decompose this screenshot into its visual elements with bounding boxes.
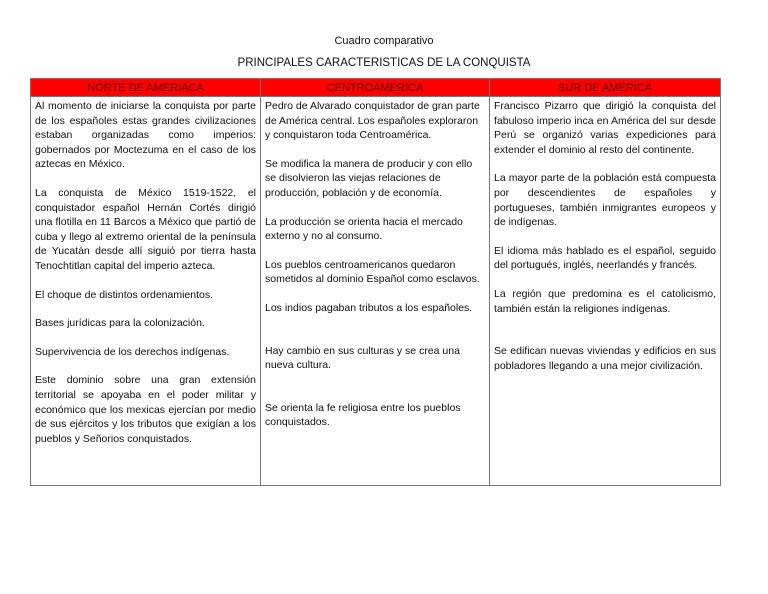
sur-paragraph: La región que predomina es el catolicismo, también están la religiones indígenas. xyxy=(494,287,716,315)
norte-paragraph: La conquista de México 1519-1522, el conquistador español Hernán Cortés dirigió una flotilla en 11 Barcos a México que partió de cuba y llego al extremo oriental de la península de Yucatán desde allí siguió por tierra hasta Tenochtitlan capital del imperio azteca. xyxy=(35,186,256,272)
sur-paragraph: Se edifican nuevas viviendas y edificios en sus pobladores llegando a una mejor civilización. xyxy=(494,345,716,372)
centro-paragraph: Los pueblos centroamericanos quedaron sometidos al dominio Español como esclavos. xyxy=(265,258,480,286)
document-title: Cuadro comparativo xyxy=(334,35,434,47)
norte-paragraph: Bases jurídicas para la colonización. xyxy=(35,317,205,330)
sur-paragraph: La mayor parte de la población está compuesta por descendientes de españoles y portugueses, también inmigrantes europeos y de indígenas. xyxy=(494,172,716,229)
column-header-centro: CENTROAMERICA xyxy=(261,79,490,97)
sur-paragraph: El idioma más hablado es el español, seguido del portugués, inglés, neerlandés y francés. xyxy=(494,244,716,272)
norte-paragraph: El choque de distintos ordenamientos. xyxy=(35,288,214,301)
cell-sur xyxy=(490,97,721,486)
norte-paragraph: Este dominio sobre una gran extensión territorial se apoyaba en el poder militar y económico que los mexicas ejercían por medio de sus ejércitos y los tributos que exigían a los pueblos y Señorios conquistados. xyxy=(35,374,256,445)
centro-paragraph: La producción se orienta hacia el mercado externo y no al consumo. xyxy=(265,215,463,243)
centro-paragraph: Se modifica la manera de producir y con ello se disolvieron las viejas relaciones de producción, población y de economía. xyxy=(265,157,473,199)
table-header-row xyxy=(31,79,721,97)
centro-paragraph: Pedro de Alvarado conquistador de gran parte de América central. Los españoles exploraron y conquistaron toda Centroamérica. xyxy=(265,100,480,142)
table-row xyxy=(31,97,721,486)
cell-centro xyxy=(261,97,490,486)
centro-paragraph: Hay cambio en sus culturas y se crea una nueva cultura. xyxy=(265,344,460,372)
document-subtitle: PRINCIPALES CARACTERISTICAS DE LA CONQUISTA xyxy=(237,57,531,69)
norte-paragraph: Al momento de iniciarse la conquista por parte de los españoles estas grandes civilizaciones estaban organizadas como imperios: gobernados por Moctezuma en el caso de los aztecas en México. xyxy=(35,100,256,171)
column-header-norte: NORTE DE AMERIACA xyxy=(31,79,261,97)
centro-paragraph: Se orienta la fe religiosa entre los pueblos conquistados. xyxy=(265,401,461,429)
comparison-table xyxy=(30,78,721,486)
cell-norte xyxy=(31,97,261,486)
norte-paragraph: Supervivencia de los derechos indígenas. xyxy=(35,345,230,358)
centro-paragraph: Los indios pagaban tributos a los españoles. xyxy=(265,301,473,314)
sur-paragraph: Francisco Pizarro que dirigió la conquista del fabuloso imperio inca en América del sur desde Perú se organizó varias expediciones para extender el dominio al resto del continente. xyxy=(494,100,716,156)
column-header-sur: SUR DE AMERICA xyxy=(490,79,721,97)
